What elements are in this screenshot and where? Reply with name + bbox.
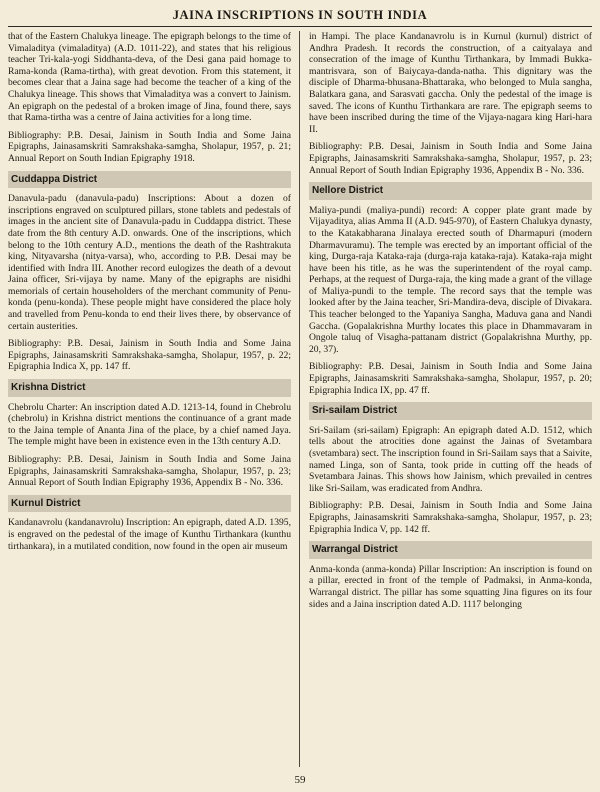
section-heading-sri-sailam: Sri-sailam District (309, 402, 592, 420)
paragraph-continuation: in Hampi. The place Kandanavrolu is in Kurnul (kurnul) district of Andhra Pradesh. It records the construction, of a caityalaya and consecration of the image of Kunthu Tirthankara, by Immadi Bukka-mantrisvara, son of Baiycaya-danda-natha. This dignitary was the disciple of Dharma-bhusana-Bhattaraka, who belonged to Mula sangha, Balatkara gana, and Sarasvati gaccha. Only the pedestal of the image is saved. The icons of Kunthu Tirthankara are rare. The epigraph seems to have been inscribed during the time of the Vijaya-nagara king Hari-hara II. (309, 31, 592, 135)
paragraph-danavula: Danavula-padu (danavula-padu) Inscriptions: About a dozen of inscriptions engraved on sculptured pillars, stone tablets and pedestals of images in the ancient site of Danavula-padu in Cuddappa district. These date from the 8th century A.D. onwards. One of the inscriptions, which belong to the 10th century A.D., mentions the death of the Rashtrakuta king, Nityavarsha (nitya-varsa), who, according to P.B. Desai may be identified with Indra III. Another record eulogizes the death of a devout Jaina officer, Sri-vijaya by name. Many of the epigraphs are nisidhi memorials of certain householders of the merchant community of Penu-konda (penu-konda). These people might have considered the place holy and travelled from Penu-konda to end their lives there, by observance of certain austerities. (8, 193, 291, 332)
section-heading-nellore: Nellore District (309, 182, 592, 200)
bibliography-5: Bibliography: P.B. Desai, Jainism in South India and Some Jaina Epigraphs, Jainasamskriti Samrakshaka-samgha, Sholapur, 1957, p. 20; Epigraphia Indica IX, pp. 47 ff. (309, 361, 592, 396)
section-heading-warrangal: Warrangal District (309, 541, 592, 559)
left-column (8, 31, 291, 558)
column-divider (299, 31, 300, 767)
paragraph-kandanavrolu: Kandanavrolu (kandanavrolu) Inscription: An epigraph, dated A.D. 1395, is engraved on the pedestal of the image of Kunthu Tirthankara (kunthu tirthankara), in a mutilated condition, now found in the open air museum (8, 517, 291, 552)
right-column (309, 31, 592, 616)
running-header: JAINA INSCRIPTIONS IN SOUTH INDIA (172, 8, 428, 22)
paragraph-intro: that of the Eastern Chalukya lineage. The epigraph belongs to the time of Vimaladitya (vimaladitya) (A.D. 1011-22), and states that his religious teacher Tri-kala-yogi Siddhanta-deva, of the Desi gana paid homage to Rama-konda (Rama-tirtha), with great devotion. From this statement, it becomes clear that a Jaina sage had become the teacher of a king of the Chalukya lineage. This shows that Vimaladitya was a convert to Jainism. An epigraph on the pedestal of a broken image of Jina, found there, says that Rama-tirtha was a centre of Jaina activities for a long time. (8, 31, 291, 124)
paragraph-sri-sailam: Sri-Sailam (sri-sailam) Epigraph: An epigraph dated A.D. 1512, which tells about the atrocities done against the Jainas of Svetambara (svetambara) sect. The inscription found in Sri-Sailam says that a Saivite, named Linga, son of Santa, took pride in cutting off the heads of Svetambara Jainas. This shows how Jainism, which prevailed in centres like Sri-Sailam, was eradicated from Andhra. (309, 424, 592, 494)
section-heading-kurnul: Kurnul District (8, 495, 291, 513)
bibliography-2: Bibliography: P.B. Desai, Jainism in South India and Some Jaina Epigraphs, Jainasamskriti Samrakshaka-samgha, Sholapur, 1957, p. 22; Epigraphia Indica X, pp. 147 ff. (8, 338, 291, 373)
page-number: 59 (294, 774, 306, 786)
bibliography-3: Bibliography: P.B. Desai, Jainism in South India and Some Jaina Epigraphs, Jainasamskriti Samrakshaka-samgha, Sholapur, 1957, p. 23; Annual Report of South Indian Epigraphy 1936, Appendix B - No. 336. (8, 454, 291, 489)
bibliography-6: Bibliography: P.B. Desai, Jainism in South India and Some Jaina Epigraphs, Jainasamskriti Samrakshaka-samgha, Sholapur, 1957, p. 23; Epigraphia Indica V, pp. 142 ff. (309, 500, 592, 535)
section-heading-krishna: Krishna District (8, 379, 291, 397)
section-heading-cuddappa: Cuddappa District (8, 171, 291, 189)
paragraph-anma-konda: Anma-konda (anma-konda) Pillar Inscription: An inscription is found on a pillar, erected in front of the temple of Padmaksi, in Anma-konda, Warrangal district. The pillar has some squatting Jina figures on its four sides and a Jaina inscription dated A.D. 1117 belonging (309, 563, 592, 610)
bibliography-4: Bibliography: P.B. Desai, Jainism in South India and Some Jaina Epigraphs, Jainasamskriti Samrakshaka-samgha, Sholapur, 1957, p. 23; Annual Report of South Indian Epigraphy 1936, Appendix B - No. 336. (309, 141, 592, 176)
paragraph-maliya-pundi: Maliya-pundi (maliya-pundi) record: A copper plate grant made by Vijayaditya, alias Amma II (A.D. 945-970), of Eastern Chalukya dynasty, to the Katakabharana Jinalaya erected south of Dharmapuri (modern Dharmavuramu). The temple was erected by an important official of the king, Durga-raja Kataka-raja (durga-raja kataka-raja). Kataka-raja might have been his title, as he was the superintendent of the royal camp. Perhaps, at the request of Durga-raja, the king made a grant of the village of Maliya-pundi to the temple. The record says that the temple was looked after by the Jaina teacher, Sri-Mandira-deva, disciple of Divakara. This teacher belonged to the Yapaniya Sangha, Maduva gana and Nandi Gaccha. (Gopalakrishna Murthy locates this place in Dhammavaram in Ongole taluq of Visagha-pattanam district (Gopalakrishna Murthy, pp. 20, 37). (309, 204, 592, 355)
bibliography-1: Bibliography: P.B. Desai, Jainism in South India and Some Jaina Epigraphs, Jainasamskriti Samrakshaka-samgha, Sholapur, 1957, p. 21; Annual Report on South Indian Epigraphy 1918. (8, 129, 291, 164)
paragraph-chebrolu: Chebrolu Charter: An inscription dated A.D. 1213-14, found in Chebrolu (chebrolu) in Krishna district mentions the continuance of a grant made to the Jaina temple of Ananta Jina of the place, by a chief named Jaya. The temple might have been in existence even in the 13th century A.D. (8, 401, 291, 448)
header-rule (8, 26, 592, 27)
